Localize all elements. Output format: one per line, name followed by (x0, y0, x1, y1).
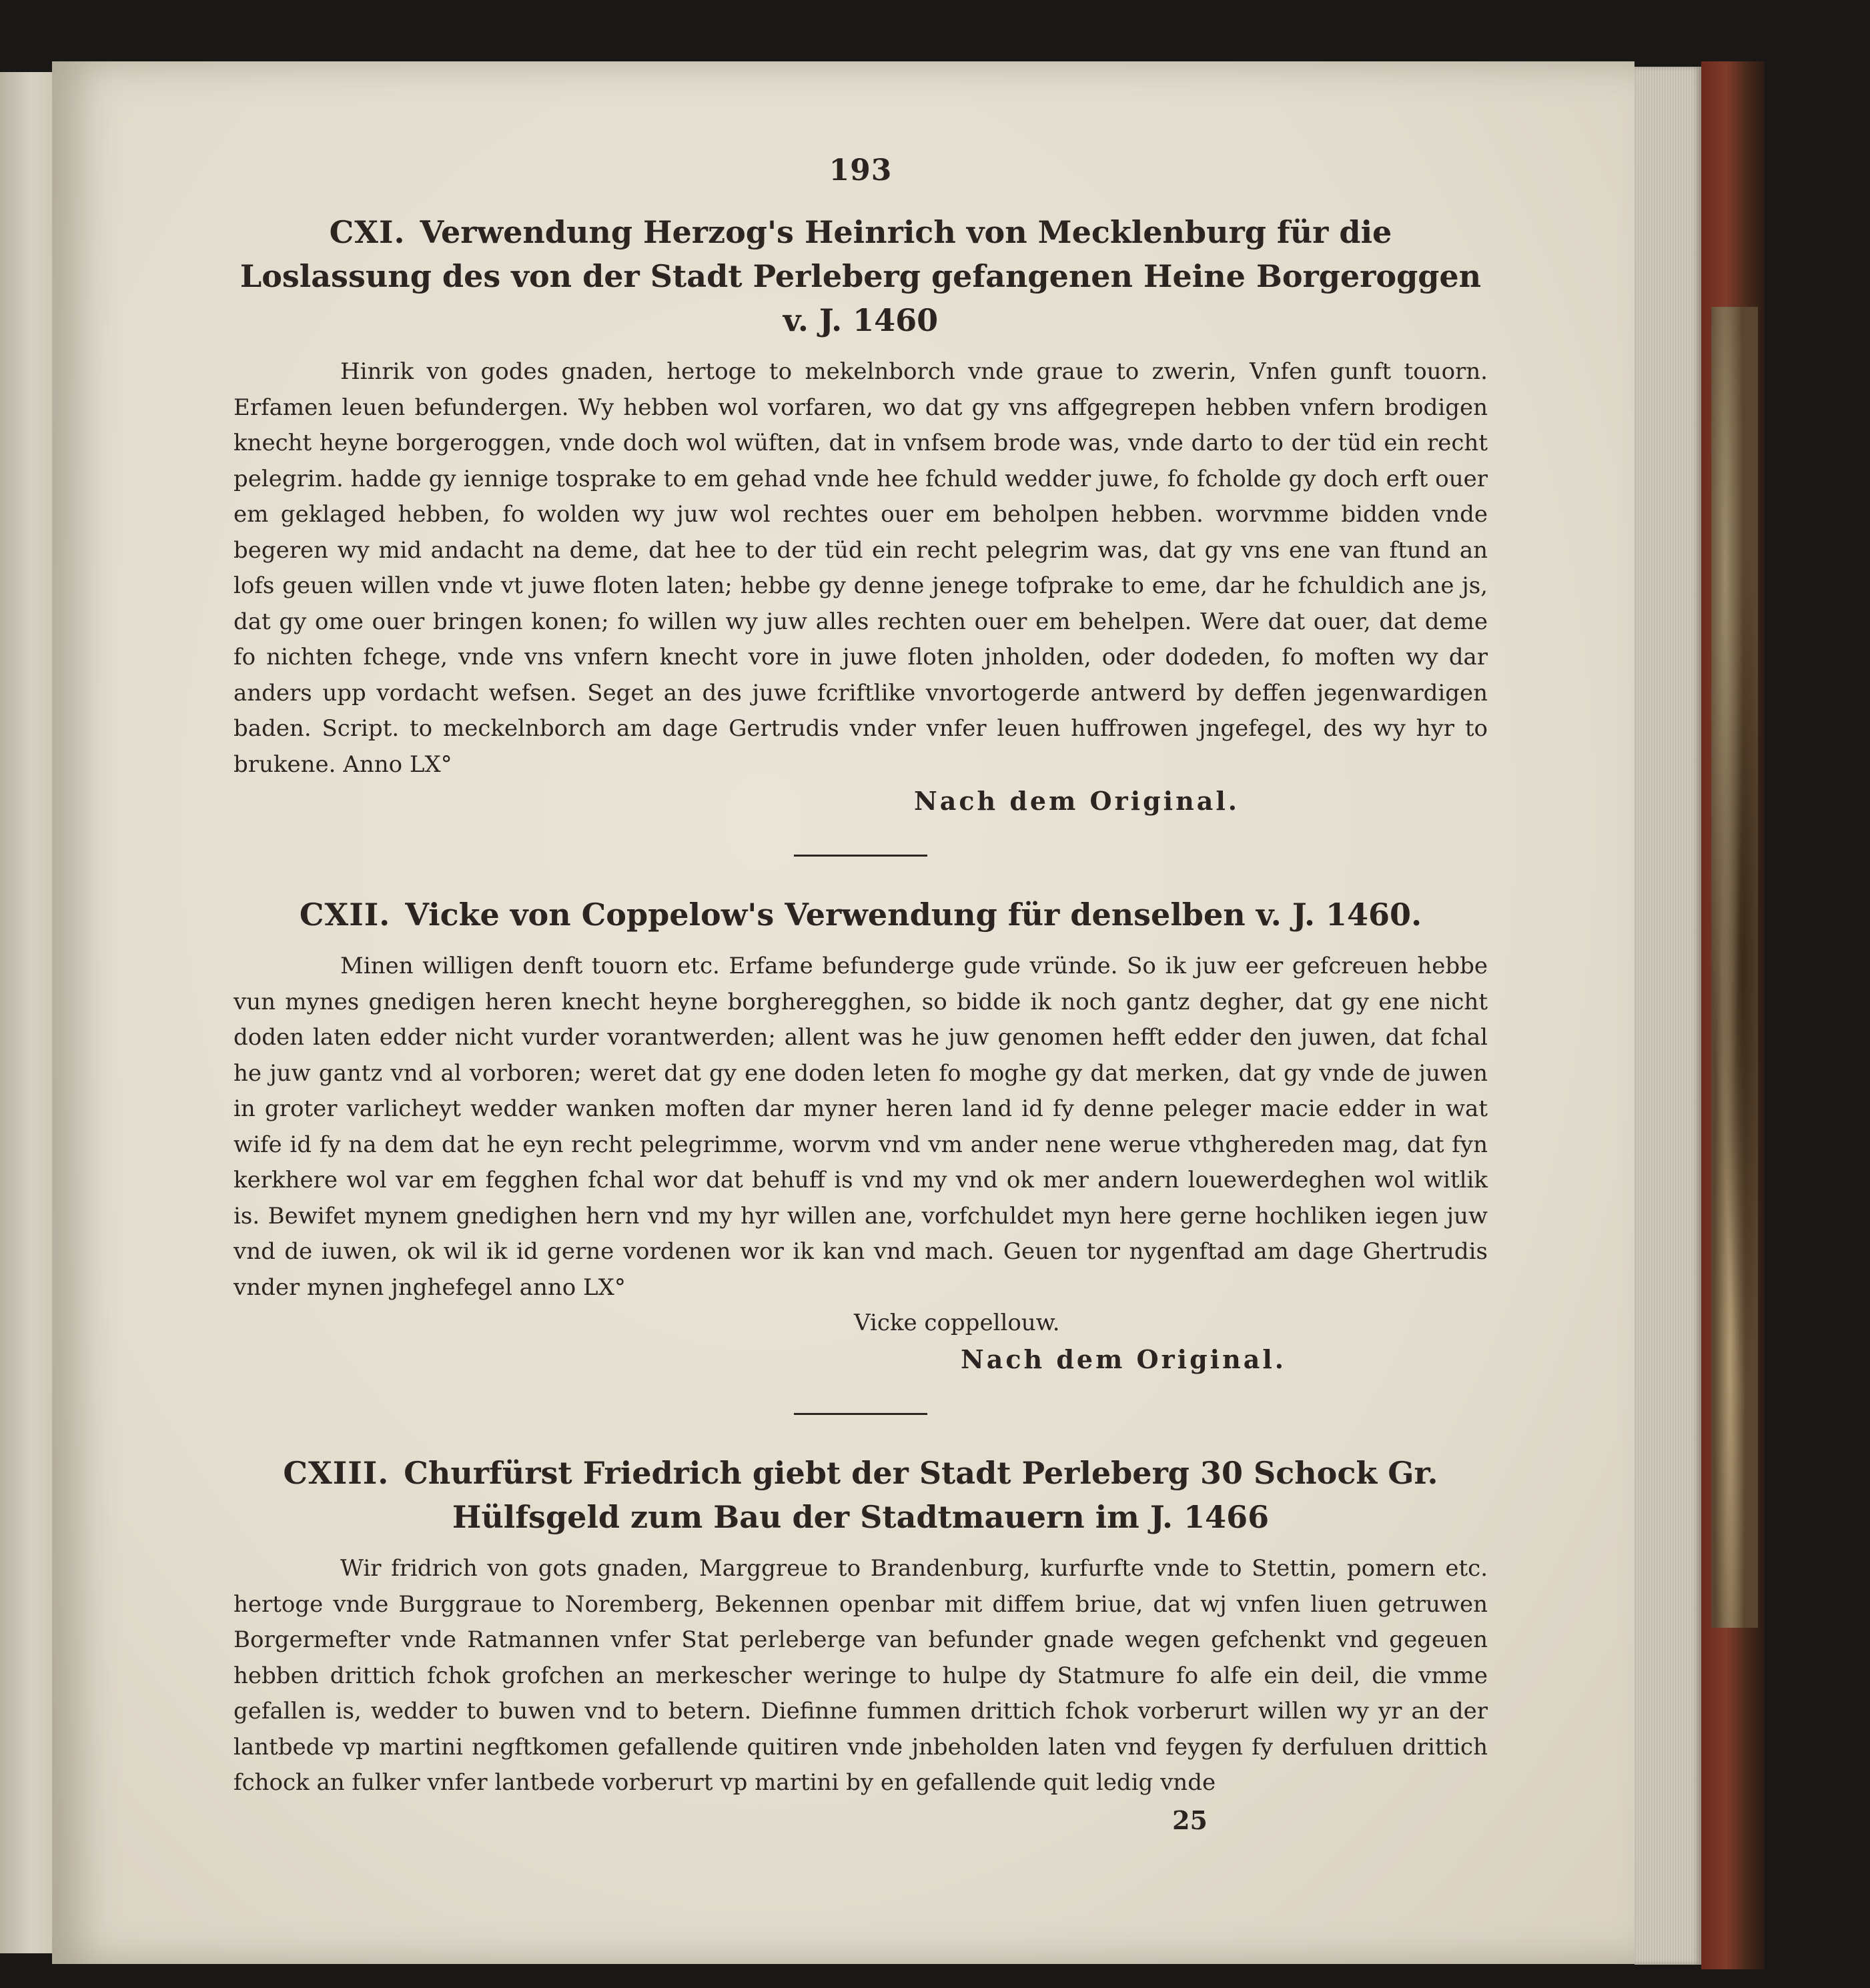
page-block-edges (1634, 67, 1701, 1965)
document-number: CXI. (329, 214, 406, 250)
section-divider (794, 855, 927, 857)
document-number: CXIII. (283, 1455, 390, 1491)
document-title: Vicke von Coppelow's Verwendung für denselben v. J. 1460. (405, 897, 1422, 933)
document-title: Churfürst Friedrich giebt der Stadt Perleberg 30 Schock Gr. Hülfsgeld zum Bau der Stadtmauern im J. 1466 (404, 1455, 1438, 1535)
document-heading-cxii (233, 893, 1488, 937)
source-note-cxii: Nach dem Original. (961, 1344, 1287, 1374)
document-heading-cxi (233, 210, 1488, 342)
signature-mark: 25 (1172, 1805, 1208, 1835)
document-title: Verwendung Herzog's Heinrich von Mecklenburg für die Loslassung des von der Stadt Perleberg gefangenen Heine Borgeroggen v. J. 1460 (240, 214, 1482, 338)
document-text-cxii: Minen willigen denft touorn etc. Erfame befunderge gude vründe. So ik juw eer gefcreuen hebbe vun mynes gnedigen heren knecht heyne borgheregghen, so bidde ik noch gantz degher, dat gy ene nicht doden laten edder nicht vurder vorantwerden; allent was he juw genomen hefft edder den juwen, dat fchal he juw gantz vnd al vorboren; weret dat gy ene doden leten fo moghe gy dat merken, dat gy vnde de juwen in groter varlicheyt wedder wanken moften dar myner heren land id fy denne peleger macie edder in wat wife id fy na dem dat he eyn recht pelegrimme, worvm vnd vm ander nene werue vthghereden mag, dat fyn kerkhere wol var em fegghen fchal wor dat behuff is vnd my vnd ok mer andern louewerdeghen wol witlik is. Bewifet mynem gnedighen hern vnd my hyr willen ane, vorfchuldet myn here gerne hochliken iegen juw vnd de iuwen, ok wil ik id gerne vordenen wor ik kan vnd mach. Geuen tor nygenftad am dage Ghertrudis vnder mynen jnghefegel anno LX° (233, 953, 1488, 1301)
page-number: 193 (829, 153, 893, 187)
document-text-cxiii: Wir fridrich von gots gnaden, Marggreue to Brandenburg, kurfurfte vnde to Stettin, pomern etc. hertoge vnde Burggraue to Noremberg, Bekennen openbar mit diffem briue, dat wj vnfen liuen getruwen Borgermefter vnde Ratmannen vnfer Stat perleberge van befunder gnade wegen gefchenkt vnd gegeuen hebben drittich fchok grofchen an merkescher weringe to hulpe dy Statmure fo alfe ein deil, die vmme gefallen is, wedder to buwen vnd to betern. Diefinne fummen drittich fchok vorberurt willen wy yr an der lantbede vp martini negftkomen gefallende quitiren vnde jnbeholden laten vnd feygen fy derfuluen drittich fchock an fulker vnfer lantbede vorberurt vp martini by en gefallende quit ledig vnde (233, 1555, 1488, 1796)
left-page-edge (0, 72, 52, 1953)
source-note-cxi: Nach dem Original. (914, 786, 1240, 816)
marbled-cover-board (1711, 307, 1758, 1628)
document-number: CXII. (299, 897, 391, 933)
page-content (233, 153, 1488, 1837)
section-divider (794, 1413, 927, 1415)
document-heading-cxiii (233, 1451, 1488, 1539)
signature-cxii: Vicke coppellouw. (854, 1310, 1060, 1336)
document-text-cxi: Hinrik von godes gnaden, hertoge to mekelnborch vnde graue to zwerin, Vnfen gunft touorn. Erfamen leuen befundergen. Wy hebben wol vorfaren, wo dat gy vns affgegrepen hebben vnfern brodigen knecht heyne borgeroggen, vnde doch wol wüften, dat in vnfsem brode was, vnde darto to der tüd ein recht pelegrim. hadde gy iennige tosprake to em gehad vnde hee fchuld wedder juwe, fo fcholde gy doch erft ouer em geklaged hebben, fo wolden wy juw wol rechtes ouer em beholpen hebben. worvmme bidden vnde begeren wy mid andacht na deme, dat hee to der tüd ein recht pelegrim was, dat gy vns ene van ftund an lofs geuen willen vnde vt juwe floten laten; hebbe gy denne jenege tofprake to eme, dar he fchuldich ane js, dat gy ome ouer bringen konen; fo willen wy juw alles rechten ouer em behelpen. Were dat ouer, dat deme fo nichten fchege, vnde vns vnfern knecht vore in juwe floten jnholden, oder dodeden, fo moften wy dar anders upp vordacht wefsen. Seget an des juwe fcriftlike vnvortogerde antwerd by deffen jegenwardigen baden. Script. to meckelnborch am dage Gertrudis vnder vnfer leuen huffrowen jngefegel, des wy hyr to brukene. Anno LX° (233, 358, 1488, 778)
